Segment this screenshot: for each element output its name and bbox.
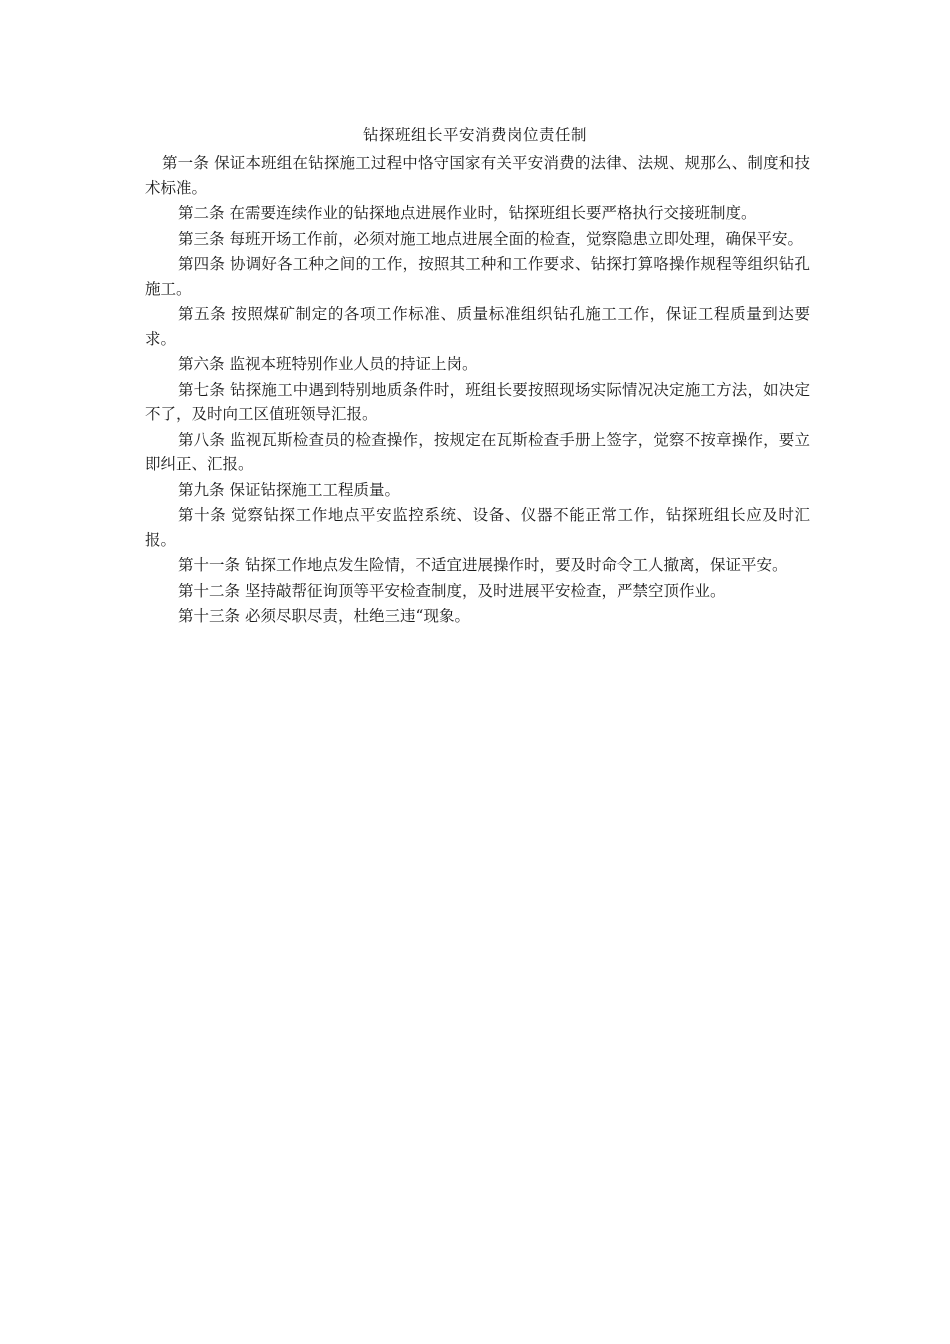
- article-8: [145, 428, 810, 477]
- article-number: 第二条: [178, 204, 225, 222]
- article-text: 每班开场工作前，必须对施工地点进展全面的检查，觉察隐患立即处理，确保平安。: [229, 229, 804, 248]
- article-text: 按照煤矿制定的各项工作标准、质量标准组织钻孔施工工作，保证工程质量到达要求。: [145, 305, 810, 348]
- article-text: 钻探施工中遇到特别地质条件时，班组长要按照现场实际情况决定施工方法，如决定不了，及时向工区值班领导汇报。: [145, 380, 810, 423]
- article-text: 觉察钻探工作地点平安监控系统、设备、仪器不能正常工作，钻探班组长应及时汇报。: [145, 506, 810, 549]
- article-2: [145, 201, 810, 226]
- article-number: 第十条: [178, 506, 227, 524]
- article-text: 钻探工作地点发生险情，不适宜进展操作时，要及时命令工人撤离，保证平安。: [245, 556, 788, 574]
- article-3: [145, 227, 810, 252]
- article-1: [145, 151, 810, 200]
- article-text: 保证本班组在钻探施工过程中恪守国家有关平安消费的法律、法规、规那么、制度和技术标准。: [145, 154, 810, 197]
- article-11: [145, 553, 810, 578]
- article-10: [145, 503, 810, 552]
- article-number: 第十三条: [178, 607, 241, 625]
- article-text: 协调好各工种之间的工作，按照其工种和工作要求、钻探打算咯操作规程等组织钻孔施工。: [145, 255, 810, 298]
- article-number: 第十一条: [178, 556, 241, 574]
- article-number: 第六条: [178, 355, 225, 373]
- article-13: [145, 604, 810, 629]
- article-number: 第四条: [178, 255, 226, 273]
- article-number: 第七条: [178, 380, 226, 399]
- article-4: [145, 252, 810, 301]
- article-6: [145, 352, 810, 377]
- article-number: 第三条: [178, 229, 225, 248]
- article-number: 第九条: [178, 480, 225, 499]
- article-text: 监视瓦斯检查员的检查操作，按规定在瓦斯检查手册上签字，觉察不按章操作，要立即纠正、汇报。: [145, 430, 810, 473]
- document-title: 钻探班组长平安消费岗位责任制: [362, 126, 587, 144]
- article-text: 监视本班特别作业人员的持证上岗。: [229, 355, 478, 373]
- article-5: [145, 302, 810, 351]
- article-text: 必须尽职尽责，杜绝三违“现象。: [245, 607, 470, 625]
- article-12: [145, 579, 810, 604]
- article-number: 第十二条: [178, 581, 241, 600]
- article-text: 坚持敲帮征询顶等平安检查制度，及时进展平安检查，严禁空顶作业。: [245, 581, 726, 600]
- article-9: [145, 478, 810, 503]
- article-7: [145, 378, 810, 427]
- article-text: 在需要连续作业的钻探地点进展作业时，钻探班组长要严格执行交接班制度。: [229, 204, 757, 222]
- document-body: [145, 151, 810, 630]
- article-number: 第一条: [162, 154, 210, 172]
- article-number: 第八条: [178, 430, 226, 449]
- article-number: 第五条: [178, 305, 227, 323]
- article-text: 保证钻探施工工程质量。: [229, 480, 401, 499]
